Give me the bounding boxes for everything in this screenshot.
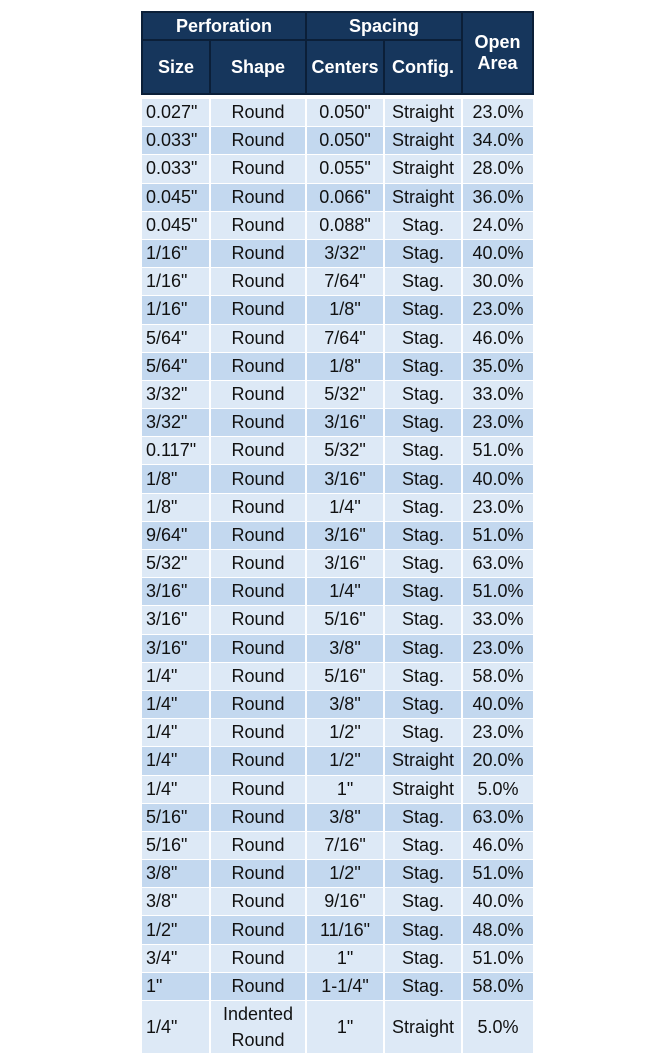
table-row [142,944,533,972]
table-row [142,719,533,747]
table-row [142,409,533,437]
size-cell: 3/16" [142,578,210,606]
config-cell: Stag. [384,521,462,549]
shape-cell: Round [210,521,306,549]
shape-cell: Round [210,634,306,662]
config-cell: Straight [384,127,462,155]
table-row [142,465,533,493]
config-cell: Straight [384,183,462,211]
table-row [142,268,533,296]
size-cell: 1/8" [142,493,210,521]
table-row [142,550,533,578]
table-row [142,662,533,690]
config-cell: Stag. [384,409,462,437]
open-area-cell: 24.0% [462,211,533,239]
shape-cell: Round [210,690,306,718]
centers-cell: 1/4" [306,578,384,606]
centers-cell: 1/2" [306,719,384,747]
table-row [142,606,533,634]
config-cell: Stag. [384,860,462,888]
centers-cell: 1" [306,944,384,972]
centers-cell: 11/16" [306,916,384,944]
size-cell: 3/16" [142,634,210,662]
shape-cell: Round [210,211,306,239]
table-header [142,12,533,94]
table-row [142,747,533,775]
table-row [142,803,533,831]
config-cell: Stag. [384,324,462,352]
table-row [142,324,533,352]
config-cell: Stag. [384,944,462,972]
size-cell: 1/4" [142,690,210,718]
config-cell: Stag. [384,465,462,493]
config-cell: Stag. [384,972,462,1000]
centers-header: Centers [306,40,384,94]
size-cell: 0.033" [142,127,210,155]
config-cell: Straight [384,747,462,775]
config-cell: Straight [384,775,462,803]
size-cell: 1/4" [142,1001,210,1054]
centers-cell: 0.066" [306,183,384,211]
table-row [142,99,533,127]
size-cell: 3/32" [142,409,210,437]
open-area-cell: 40.0% [462,239,533,267]
shape-cell: Round [210,380,306,408]
table-row [142,521,533,549]
centers-cell: 3/32" [306,239,384,267]
shape-cell: Round [210,719,306,747]
config-cell: Stag. [384,803,462,831]
open-area-cell: 40.0% [462,690,533,718]
size-cell: 5/16" [142,831,210,859]
size-cell: 1/16" [142,268,210,296]
size-cell: 3/8" [142,860,210,888]
open-area-cell: 33.0% [462,380,533,408]
config-cell: Stag. [384,437,462,465]
centers-cell: 7/64" [306,324,384,352]
centers-cell: 3/8" [306,634,384,662]
size-cell: 1/16" [142,239,210,267]
config-cell: Stag. [384,916,462,944]
table-row [142,775,533,803]
open-area-cell: 23.0% [462,493,533,521]
open-area-cell: 51.0% [462,521,533,549]
open-area-cell: 63.0% [462,550,533,578]
table-row [142,831,533,859]
centers-cell: 1-1/4" [306,972,384,1000]
open-area-cell: 51.0% [462,944,533,972]
config-cell: Straight [384,1001,462,1054]
table-row [142,155,533,183]
size-cell: 0.033" [142,155,210,183]
centers-cell: 1/2" [306,860,384,888]
open-area-cell: 46.0% [462,324,533,352]
table-row [142,239,533,267]
shape-cell: Round [210,268,306,296]
size-cell: 1/8" [142,465,210,493]
table-row [142,296,533,324]
config-cell: Stag. [384,888,462,916]
open-area-cell: 51.0% [462,578,533,606]
config-cell: Stag. [384,352,462,380]
centers-cell: 0.050" [306,99,384,127]
open-area-cell: 35.0% [462,352,533,380]
table-row [142,972,533,1000]
shape-cell: Round [210,155,306,183]
table-row [142,860,533,888]
open-area-cell: 63.0% [462,803,533,831]
open-area-cell: 40.0% [462,888,533,916]
centers-cell: 1" [306,1001,384,1054]
config-cell: Stag. [384,239,462,267]
open-area-cell: 23.0% [462,296,533,324]
config-cell: Straight [384,99,462,127]
size-cell: 5/64" [142,324,210,352]
centers-cell: 7/64" [306,268,384,296]
shape-cell: Round [210,831,306,859]
centers-cell: 1/8" [306,352,384,380]
open-area-cell: 20.0% [462,747,533,775]
size-cell: 0.045" [142,183,210,211]
size-cell: 1/4" [142,775,210,803]
table-row [142,634,533,662]
size-cell: 1/4" [142,719,210,747]
table-row [142,578,533,606]
spacing-group-header: Spacing [306,12,462,40]
open-area-cell: 33.0% [462,606,533,634]
size-cell: 3/32" [142,380,210,408]
config-cell: Stag. [384,296,462,324]
shape-cell: Indented Round [210,1001,306,1054]
open-area-cell: 48.0% [462,916,533,944]
open-area-header: Open Area [462,12,533,94]
table-row [142,493,533,521]
table-row [142,183,533,211]
open-area-cell: 40.0% [462,465,533,493]
size-cell: 1/2" [142,916,210,944]
shape-cell: Round [210,550,306,578]
config-cell: Stag. [384,662,462,690]
shape-cell: Round [210,296,306,324]
shape-cell: Round [210,860,306,888]
shape-cell: Round [210,352,306,380]
centers-cell: 3/16" [306,521,384,549]
shape-cell: Round [210,99,306,127]
centers-cell: 3/16" [306,550,384,578]
centers-cell: 1/4" [306,493,384,521]
centers-cell: 0.055" [306,155,384,183]
open-area-cell: 36.0% [462,183,533,211]
shape-cell: Round [210,465,306,493]
config-cell: Stag. [384,634,462,662]
open-area-cell: 28.0% [462,155,533,183]
open-area-cell: 30.0% [462,268,533,296]
table-body [142,94,533,1054]
shape-cell: Round [210,916,306,944]
open-area-cell: 51.0% [462,437,533,465]
table-row [142,690,533,718]
size-cell: 5/16" [142,803,210,831]
shape-cell: Round [210,803,306,831]
config-cell: Stag. [384,550,462,578]
centers-cell: 3/16" [306,409,384,437]
open-area-cell: 23.0% [462,409,533,437]
shape-cell: Round [210,239,306,267]
perforation-table [141,11,534,1054]
size-cell: 3/8" [142,888,210,916]
perforation-group-header: Perforation [142,12,306,40]
centers-cell: 0.088" [306,211,384,239]
centers-cell: 0.050" [306,127,384,155]
size-cell: 0.027" [142,99,210,127]
shape-cell: Round [210,888,306,916]
open-area-cell: 58.0% [462,972,533,1000]
centers-cell: 5/32" [306,437,384,465]
size-cell: 1/16" [142,296,210,324]
open-area-cell: 23.0% [462,99,533,127]
open-area-cell: 51.0% [462,860,533,888]
centers-cell: 3/16" [306,465,384,493]
config-cell: Stag. [384,831,462,859]
size-cell: 5/64" [142,352,210,380]
config-cell: Stag. [384,268,462,296]
centers-cell: 1" [306,775,384,803]
shape-cell: Round [210,324,306,352]
shape-cell: Round [210,944,306,972]
config-cell: Straight [384,155,462,183]
shape-cell: Round [210,183,306,211]
open-area-cell: 23.0% [462,719,533,747]
shape-cell: Round [210,437,306,465]
shape-header: Shape [210,40,306,94]
size-cell: 1" [142,972,210,1000]
size-cell: 9/64" [142,521,210,549]
shape-cell: Round [210,127,306,155]
shape-cell: Round [210,578,306,606]
open-area-cell: 58.0% [462,662,533,690]
shape-cell: Round [210,747,306,775]
table-row [142,916,533,944]
config-cell: Stag. [384,380,462,408]
centers-cell: 3/8" [306,803,384,831]
table-row [142,1001,533,1054]
size-cell: 0.117" [142,437,210,465]
config-cell: Stag. [384,211,462,239]
config-header: Config. [384,40,462,94]
shape-cell: Round [210,409,306,437]
size-header: Size [142,40,210,94]
config-cell: Stag. [384,578,462,606]
table-row [142,437,533,465]
centers-cell: 7/16" [306,831,384,859]
centers-cell: 1/2" [306,747,384,775]
open-area-cell: 34.0% [462,127,533,155]
table-row [142,127,533,155]
table-row [142,380,533,408]
shape-cell: Round [210,606,306,634]
size-cell: 0.045" [142,211,210,239]
open-area-cell: 5.0% [462,775,533,803]
open-area-cell: 46.0% [462,831,533,859]
shape-cell: Round [210,775,306,803]
size-cell: 3/4" [142,944,210,972]
centers-cell: 3/8" [306,690,384,718]
config-cell: Stag. [384,690,462,718]
size-cell: 1/4" [142,747,210,775]
config-cell: Stag. [384,493,462,521]
config-cell: Stag. [384,719,462,747]
table-row [142,352,533,380]
table-row [142,211,533,239]
size-cell: 1/4" [142,662,210,690]
centers-cell: 5/16" [306,606,384,634]
centers-cell: 5/32" [306,380,384,408]
size-cell: 3/16" [142,606,210,634]
config-cell: Stag. [384,606,462,634]
shape-cell: Round [210,662,306,690]
centers-cell: 9/16" [306,888,384,916]
table-row [142,888,533,916]
size-cell: 5/32" [142,550,210,578]
centers-cell: 5/16" [306,662,384,690]
shape-cell: Round [210,493,306,521]
centers-cell: 1/8" [306,296,384,324]
open-area-cell: 23.0% [462,634,533,662]
open-area-cell: 5.0% [462,1001,533,1054]
shape-cell: Round [210,972,306,1000]
